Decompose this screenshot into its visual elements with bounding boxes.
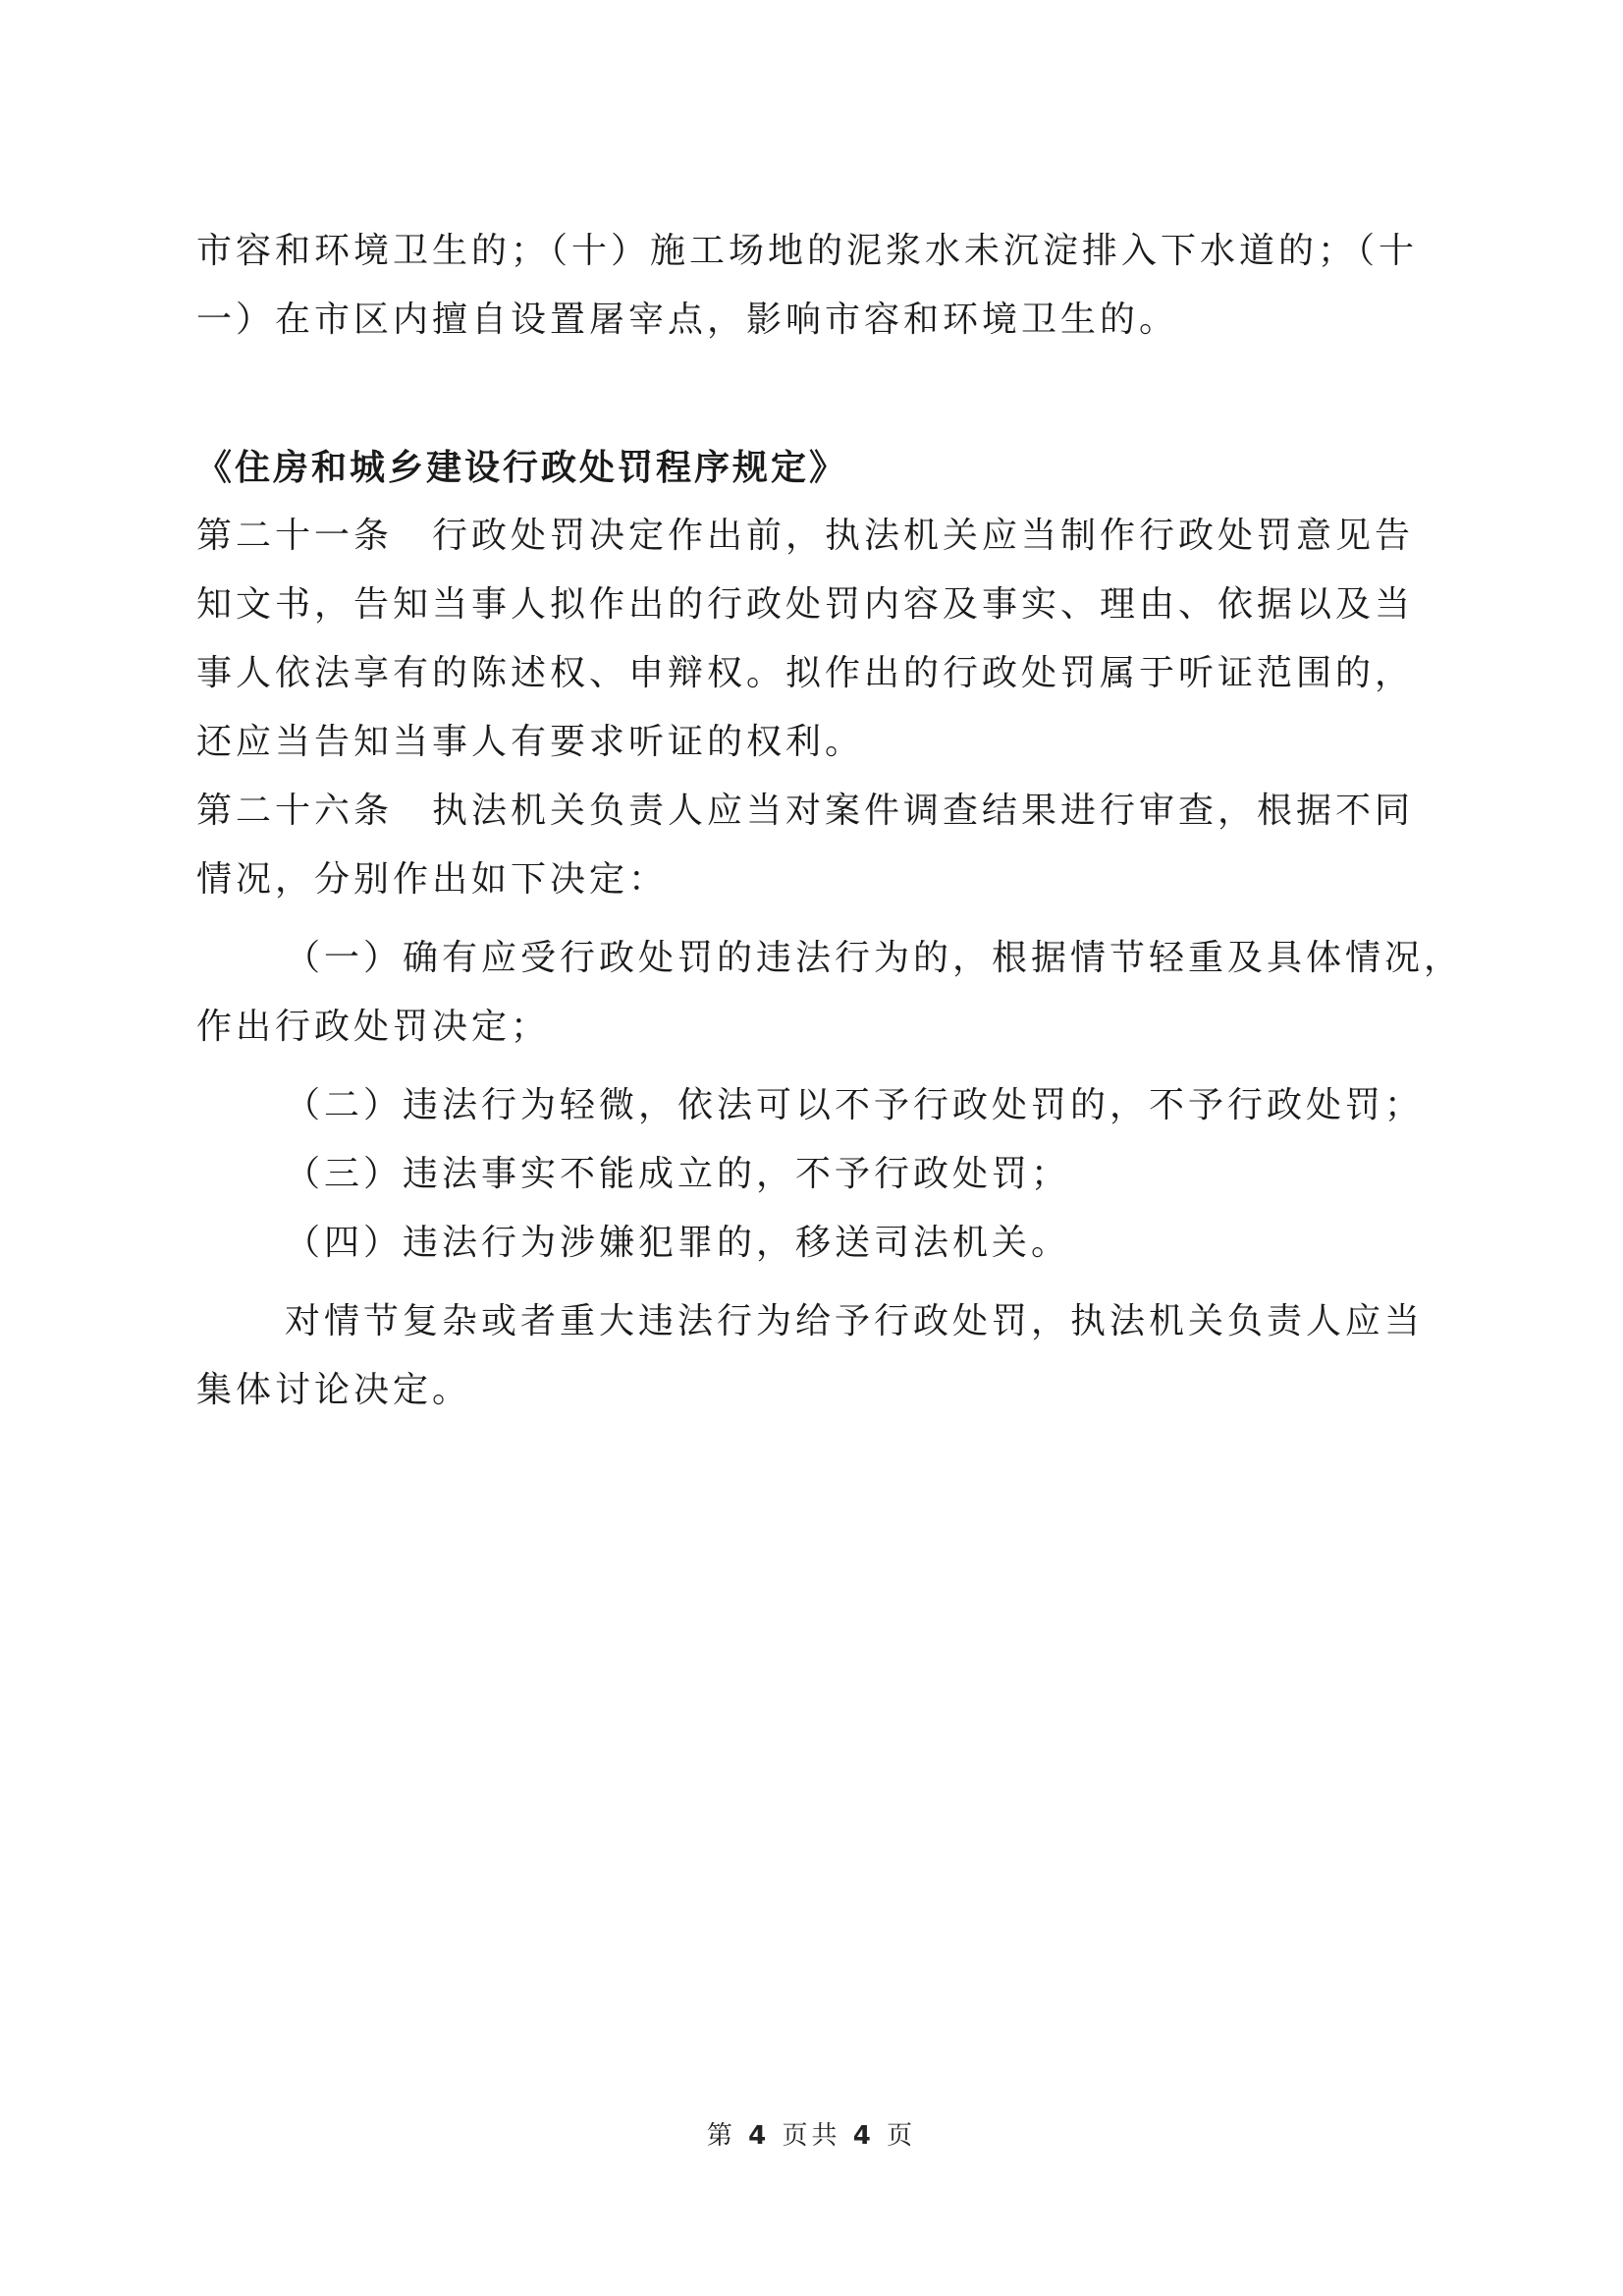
text-line: 作出行政处罚决定； — [196, 1007, 551, 1047]
text-line: 事人依法享有的陈述权、申辩权。拟作出的行政处罚属于听证范围的， — [196, 653, 1415, 693]
list-item: （四）违法行为涉嫌犯罪的，移送司法机关。 — [285, 1223, 1071, 1263]
footer-prefix: 第 — [706, 2121, 736, 2151]
text-line: 一）在市区内擅自设置屠宰点，影响市容和环境卫生的。 — [196, 300, 1179, 340]
text-line: 知文书，告知当事人拟作出的行政处罚内容及事实、理由、依据以及当 — [196, 584, 1415, 625]
text-line: 还应当告知当事人有要求听证的权利。 — [196, 722, 865, 762]
text-line: 市容和环境卫生的；（十）施工场地的泥浆水未沉淀排入下水道的；（十 — [196, 231, 1419, 271]
page-number: 4 — [748, 2121, 771, 2151]
page-total: 4 — [852, 2121, 875, 2151]
text-line: 对情节复杂或者重大违法行为给予行政处罚，执法机关负责人应当 — [285, 1301, 1425, 1341]
article-26-line: 第二十六条 执法机关负责人应当对案件调查结果进行审查，根据不同 — [196, 791, 1415, 831]
list-item: （一）确有应受行政处罚的违法行为的，根据情节轻重及具体情况， — [285, 938, 1464, 978]
article-21-line: 第二十一条 行政处罚决定作出前，执法机关应当制作行政处罚意见告 — [196, 516, 1415, 556]
footer-middle: 页共 — [782, 2121, 841, 2151]
list-item: （二）违法行为轻微，依法可以不予行政处罚的，不予行政处罚； — [285, 1085, 1425, 1125]
regulation-title: 《住房和城乡建设行政处罚程序规定》 — [196, 447, 848, 488]
text-line: 情况，分别作出如下决定： — [196, 859, 669, 900]
page-footer — [0, 2119, 1623, 2153]
footer-suffix: 页 — [887, 2121, 917, 2151]
text-line: 集体讨论决定。 — [196, 1370, 472, 1410]
list-item: （三）违法事实不能成立的，不予行政处罚； — [285, 1154, 1071, 1194]
